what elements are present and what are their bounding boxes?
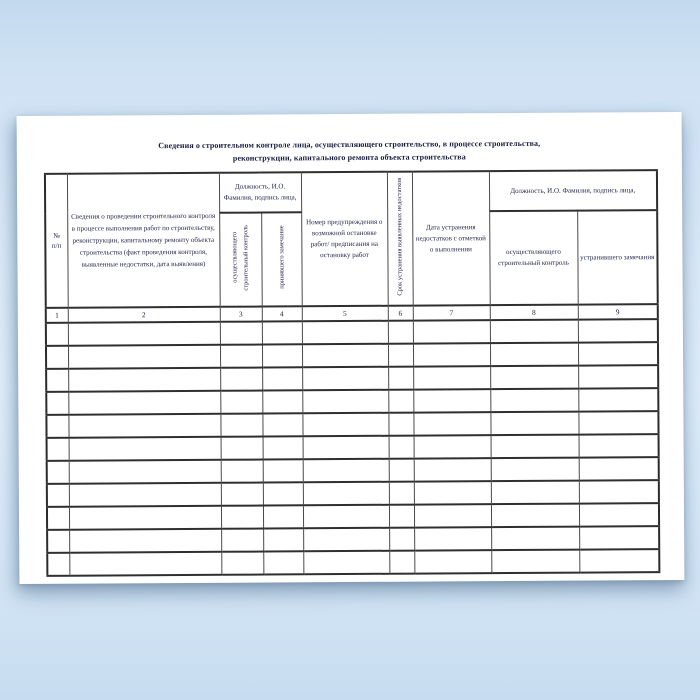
empty-cell — [302, 321, 388, 345]
empty-cell — [47, 438, 69, 461]
empty-cell — [221, 529, 263, 552]
empty-cell — [413, 320, 490, 343]
empty-cell — [490, 343, 578, 367]
empty-cell — [389, 436, 414, 459]
empty-cell — [388, 321, 413, 344]
empty-cell — [414, 458, 491, 481]
empty-cell — [579, 549, 659, 572]
empty-cell — [302, 367, 388, 391]
empty-cell — [263, 505, 303, 528]
empty-cell — [303, 436, 389, 460]
empty-cell — [303, 528, 389, 552]
empty-cell — [388, 390, 413, 413]
empty-cell — [389, 505, 414, 528]
empty-cell — [579, 503, 659, 526]
column-number: 9 — [578, 304, 658, 319]
empty-cell — [221, 506, 263, 529]
empty-cell — [220, 391, 262, 414]
empty-cell — [302, 413, 388, 437]
column-number: 7 — [413, 305, 490, 320]
empty-cell — [414, 527, 491, 550]
empty-cell — [263, 459, 303, 482]
empty-cell — [69, 552, 221, 576]
empty-cell — [302, 344, 388, 368]
empty-cell — [262, 344, 302, 367]
header-col1-line2: п/п — [51, 241, 62, 250]
header-col6-deadline: Срок устранения выявленных недостатков — [387, 172, 413, 306]
empty-cell — [69, 460, 221, 484]
empty-cell — [263, 482, 303, 505]
empty-cell — [579, 434, 659, 457]
empty-cell — [47, 553, 69, 576]
table-body — [46, 319, 660, 576]
empty-cell — [414, 435, 491, 458]
empty-cell — [491, 435, 579, 459]
empty-cell — [262, 413, 302, 436]
page-title-line1: Сведения о строительном контроле лица, осуществляющего строительство, в процессе строительства, — [158, 138, 541, 151]
column-number: 6 — [388, 306, 413, 321]
empty-cell — [578, 388, 658, 411]
empty-cell — [302, 390, 388, 414]
column-number: 2 — [68, 307, 220, 323]
header-col4-accepted-remark: принявшего замечание — [261, 212, 302, 306]
empty-cell — [389, 482, 414, 505]
empty-cell — [46, 415, 68, 438]
empty-cell — [303, 482, 389, 506]
empty-cell — [414, 481, 491, 504]
empty-cell — [491, 550, 579, 574]
page-title — [17, 136, 682, 166]
page-title-line2: реконструкции, капитального ремонта объекта строительства — [232, 152, 466, 163]
empty-cell — [491, 458, 579, 482]
header-group-position-3-4: Должность, И.О. Фамилия, подпись лица, — [219, 172, 301, 213]
empty-cell — [69, 483, 221, 507]
empty-cell — [578, 411, 658, 434]
empty-cell — [413, 389, 490, 412]
column-number: 8 — [490, 305, 578, 321]
empty-cell — [413, 366, 490, 389]
empty-cell — [220, 414, 262, 437]
table-header — [45, 170, 658, 323]
empty-cell — [490, 320, 578, 344]
empty-cell — [68, 391, 220, 415]
empty-cell — [221, 437, 263, 460]
header-col9-eliminated-remark: устранившего замечания — [577, 210, 658, 304]
empty-cell — [490, 366, 578, 390]
empty-cell — [68, 368, 220, 392]
header-col1-number — [45, 174, 68, 308]
empty-cell — [491, 527, 579, 551]
empty-cell — [220, 345, 262, 368]
empty-cell — [389, 528, 414, 551]
empty-cell — [579, 457, 659, 480]
empty-cell — [414, 504, 491, 527]
empty-cell — [47, 530, 69, 553]
empty-cell — [388, 413, 413, 436]
empty-cell — [47, 507, 69, 530]
column-number: 1 — [46, 308, 68, 323]
empty-cell — [68, 322, 220, 346]
table-row — [47, 549, 659, 576]
empty-cell — [578, 319, 658, 342]
empty-cell — [578, 342, 658, 365]
empty-cell — [578, 365, 658, 388]
column-number: 3 — [220, 307, 262, 322]
empty-cell — [303, 551, 389, 575]
empty-cell — [46, 369, 68, 392]
empty-cell — [263, 551, 303, 574]
empty-cell — [220, 368, 262, 391]
empty-cell — [388, 344, 413, 367]
empty-cell — [262, 390, 302, 413]
header-col3-performing-control: осуществляющего строительный контроль — [219, 213, 262, 307]
empty-cell — [69, 437, 221, 461]
empty-cell — [414, 550, 491, 573]
empty-cell — [220, 322, 262, 345]
empty-cell — [303, 505, 389, 529]
empty-cell — [303, 459, 389, 483]
column-number: 5 — [302, 306, 388, 322]
control-log-table — [44, 169, 660, 577]
empty-cell — [68, 345, 220, 369]
empty-cell — [47, 461, 69, 484]
empty-cell — [413, 343, 490, 366]
empty-cell — [490, 412, 578, 436]
empty-cell — [491, 481, 579, 505]
empty-cell — [221, 483, 263, 506]
header-col2-control-info: Сведения о проведении строительного контроля в процессе выполнения работ по строительству, реконструкции, капитальному ремонту объекта строительства (факт проведения контроля, выявленные недостатки, дата выявления) — [67, 173, 220, 308]
header-col5-warning-number: Номер предупреждения о возможной остановке работ/ предписания на остановку работ — [301, 172, 388, 307]
document-page — [17, 112, 685, 584]
header-col7-elimination-date: Дата устранения недостатков с отметкой о выполнении — [412, 171, 490, 305]
empty-cell — [47, 484, 69, 507]
header-group-position-8-9: Должность, И.О. Фамилия, подпись лица, — [489, 170, 657, 211]
empty-cell — [389, 551, 414, 574]
empty-cell — [262, 321, 302, 344]
empty-cell — [46, 323, 68, 346]
column-number: 4 — [262, 306, 302, 321]
empty-cell — [490, 389, 578, 413]
empty-cell — [579, 526, 659, 549]
empty-cell — [263, 436, 303, 459]
empty-cell — [46, 392, 68, 415]
empty-cell — [388, 367, 413, 390]
empty-cell — [69, 529, 221, 553]
empty-cell — [491, 504, 579, 528]
empty-cell — [69, 506, 221, 530]
empty-cell — [68, 414, 220, 438]
empty-cell — [263, 528, 303, 551]
empty-cell — [221, 460, 263, 483]
empty-cell — [46, 346, 68, 369]
empty-cell — [221, 552, 263, 575]
empty-cell — [579, 480, 659, 503]
empty-cell — [262, 367, 302, 390]
empty-cell — [413, 412, 490, 435]
header-col1-line1: № — [53, 231, 60, 240]
empty-cell — [389, 459, 414, 482]
header-col8-performing-control: осуществляющего строительный контроль — [489, 211, 578, 306]
